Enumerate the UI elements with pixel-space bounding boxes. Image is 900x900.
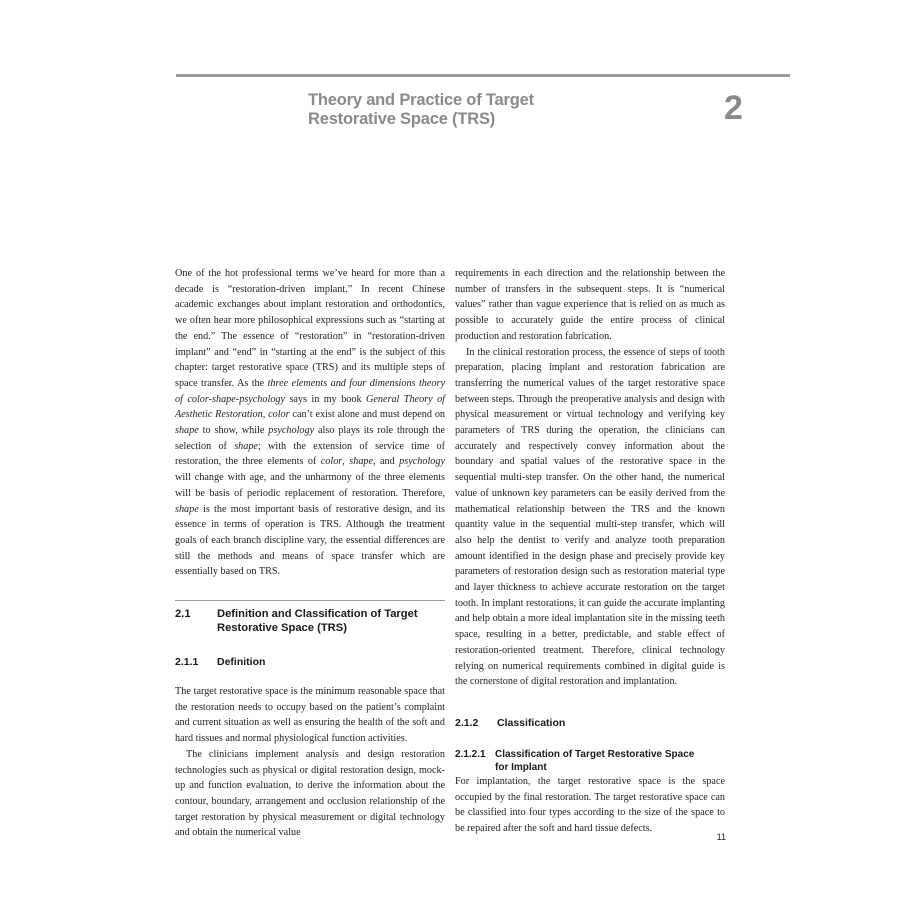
subsubsection-title: Classification of Target Restorative Space for Implant (495, 748, 695, 773)
definition-paragraph: The target restorative space is the minimum reasonable space that the restoration needs to occupy based on the patient’s complaint and current situation as well as ensuring the health of the soft and hard tissues and normal physiological function activities. (175, 686, 445, 745)
subsection-title: Definition (217, 656, 266, 669)
subsubsection-number: 2.1.2.1 (455, 748, 486, 760)
classification-paragraph: For implantation, the target restorative space is the space occupied by the final restoration. The target restorative space can be classified into four types according to the size of the space to be repaired after the soft and hard tissue defects. (455, 775, 725, 835)
clinical-process-paragraph: In the clinical restoration process, the essence of steps of tooth preparation, placing implant and restoration fabrication are transferring the numerical values of the target restorative space between steps. Through the preoperative analysis and design with physical measurement or virtual technology and verifying key parameters of TRS during the operation, the clinicians can accurately and respectively convey information about the boundary and spatial values of the restorative space in the sequential multi-step transfer. On the other hand, the numerical value of unknown key parameters can be easily derived from the mathematical relationship between the TRS and the known quantity value in the sequential multi-step transfer, which will also help the dentist to verify and analyze tooth preparation amount identified in the design phase and precisely provide key parameters of restoration design such as restoration material type and layer thickness to achieve accurate restoration on the target tooth. In implant restorations, it can guide the accurate implanting and help obtain a more ideal implantation site in the missing teeth space, resulting in a better, predictable, and stable effect of restoration-oriented treatment. Therefore, clinical technology relying on numerical requirements combined in digital guide is the cornerstone of digital restoration and implantation. (455, 346, 725, 688)
chapter-title-line1: Theory and Practice of Target (308, 91, 534, 109)
section-2-1-heading (175, 607, 445, 635)
right-column (455, 266, 725, 837)
intro-paragraph: One of the hot professional terms we’ve heard for more than a decade is “restoration-driven implant.” In recent Chinese academic exchanges about implant restoration and orthodontics, we often hear more philosophical expressions such as “starting at the end.” The essence of “restoration” in “restoration-driven implant” and “end” in “starting at the end” is the subject of this chapter: target restorative space (TRS) and its multiple steps of space transfer. As the three elements and four dimensions theory of color-shape-psychology says in my book General Theory of Aesthetic Restoration, color can’t exist alone and must depend on shape to show, while psychology also plays its role through the selection of shape; with the extension of service time of restoration, the three elements of color, shape, and psychology will change with age, and the unharmony of the three elements will be basis of periodic replacement of restoration. Therefore, shape is the most important basis of restorative design, and its essence in terms of operation is TRS. Although the treatment goals of each branch discipline vary, the essential differences are still the methods and means of space transfer which are essentially based on TRS. (175, 268, 446, 578)
subsection-number: 2.1.2 (455, 716, 479, 729)
page-number: 11 (716, 832, 726, 842)
section-rule (175, 600, 445, 601)
section-2-1-2-heading (455, 716, 725, 730)
chapter-title (308, 91, 668, 129)
section-2-1-1-heading (175, 655, 445, 669)
chapter-number: 2 (724, 89, 743, 127)
chapter-top-rule (176, 74, 790, 77)
subsection-title: Classification (497, 716, 566, 729)
subsection-number: 2.1.1 (175, 656, 199, 669)
left-column (175, 266, 445, 841)
definition-paragraph-2: The clinicians implement analysis and design restoration technologies such as physical or digital restoration design, mock-up and function evaluation, to derive the information about the contour, boundary, arrangement and occlusion relationship of the target restoration by physical measurement or digital technology and obtain the numerical value (175, 748, 445, 839)
section-2-1-2-1-heading (455, 748, 725, 774)
continued-paragraph: requirements in each direction and the relationship between the number of transfers in the subsequent steps. It is “numerical values” rather than vague experience that is relied on as much as possible to accurately guide the entire process of clinical production and restoration fabrication. (455, 268, 725, 342)
chapter-title-line2: Restorative Space (TRS) (308, 110, 496, 128)
section-title: Definition and Classification of Target Restorative Space (TRS) (217, 608, 418, 635)
section-number: 2.1 (175, 608, 191, 621)
